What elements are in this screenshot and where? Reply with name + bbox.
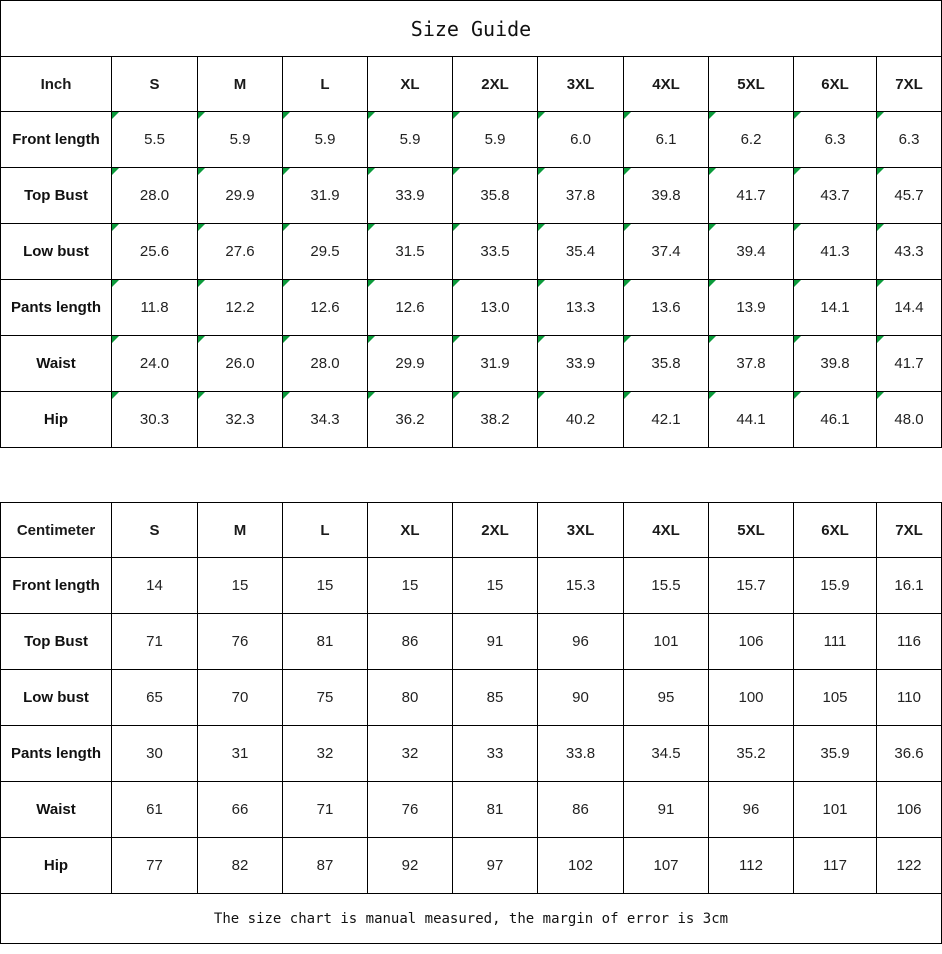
- size-value-cell: 110: [877, 670, 942, 726]
- size-value-cell: 26.0: [198, 336, 283, 392]
- size-header-cell: 6XL: [794, 503, 877, 558]
- size-value-cell: 96: [538, 614, 624, 670]
- size-value-cell: 34.3: [283, 392, 368, 448]
- size-value-cell: 31: [198, 726, 283, 782]
- size-value-cell: 101: [624, 614, 709, 670]
- size-header-cell: XL: [368, 57, 453, 112]
- size-header-cell: M: [198, 503, 283, 558]
- size-value-cell: 106: [709, 614, 794, 670]
- size-value-cell: 105: [794, 670, 877, 726]
- size-value-cell: 29.9: [198, 168, 283, 224]
- page-title: Size Guide: [0, 0, 942, 57]
- size-value-cell: 71: [283, 782, 368, 838]
- size-value-cell: 15.9: [794, 558, 877, 614]
- size-value-cell: 86: [368, 614, 453, 670]
- size-value-cell: 37.4: [624, 224, 709, 280]
- size-value-cell: 32: [368, 726, 453, 782]
- size-value-cell: 42.1: [624, 392, 709, 448]
- size-value-cell: 44.1: [709, 392, 794, 448]
- size-value-cell: 36.2: [368, 392, 453, 448]
- size-value-cell: 95: [624, 670, 709, 726]
- size-value-cell: 82: [198, 838, 283, 894]
- size-value-cell: 12.6: [283, 280, 368, 336]
- size-value-cell: 5.9: [453, 112, 538, 168]
- size-value-cell: 100: [709, 670, 794, 726]
- size-header-row: [1, 503, 942, 558]
- size-header-cell: 5XL: [709, 57, 794, 112]
- size-value-cell: 122: [877, 838, 942, 894]
- size-value-cell: 41.3: [794, 224, 877, 280]
- size-value-cell: 102: [538, 838, 624, 894]
- size-value-cell: 33.9: [368, 168, 453, 224]
- size-value-cell: 48.0: [877, 392, 942, 448]
- size-value-cell: 37.8: [709, 336, 794, 392]
- size-value-cell: 106: [877, 782, 942, 838]
- table-row: [1, 726, 942, 782]
- size-value-cell: 13.0: [453, 280, 538, 336]
- size-value-cell: 75: [283, 670, 368, 726]
- size-value-cell: 45.7: [877, 168, 942, 224]
- size-value-cell: 29.5: [283, 224, 368, 280]
- size-value-cell: 39.8: [794, 336, 877, 392]
- size-value-cell: 38.2: [453, 392, 538, 448]
- table-row: [1, 558, 942, 614]
- size-value-cell: 33: [453, 726, 538, 782]
- size-header-cell: 7XL: [877, 57, 942, 112]
- size-value-cell: 35.4: [538, 224, 624, 280]
- size-value-cell: 116: [877, 614, 942, 670]
- size-value-cell: 12.6: [368, 280, 453, 336]
- size-value-cell: 5.9: [283, 112, 368, 168]
- size-header-cell: 2XL: [453, 503, 538, 558]
- size-value-cell: 14.1: [794, 280, 877, 336]
- size-value-cell: 31.9: [453, 336, 538, 392]
- size-value-cell: 30: [112, 726, 198, 782]
- size-value-cell: 12.2: [198, 280, 283, 336]
- size-value-cell: 31.5: [368, 224, 453, 280]
- size-header-cell: 6XL: [794, 57, 877, 112]
- table-row: [1, 838, 942, 894]
- size-value-cell: 37.8: [538, 168, 624, 224]
- size-value-cell: 76: [198, 614, 283, 670]
- size-value-cell: 15: [198, 558, 283, 614]
- size-value-cell: 34.5: [624, 726, 709, 782]
- size-value-cell: 40.2: [538, 392, 624, 448]
- size-value-cell: 33.8: [538, 726, 624, 782]
- table-row: [1, 670, 942, 726]
- size-header-cell: 2XL: [453, 57, 538, 112]
- unit-header-cell: Inch: [1, 57, 112, 112]
- size-value-cell: 91: [624, 782, 709, 838]
- size-header-cell: 5XL: [709, 503, 794, 558]
- size-value-cell: 5.9: [368, 112, 453, 168]
- size-value-cell: 28.0: [112, 168, 198, 224]
- size-value-cell: 46.1: [794, 392, 877, 448]
- size-value-cell: 11.8: [112, 280, 198, 336]
- size-header-cell: 4XL: [624, 57, 709, 112]
- size-header-cell: XL: [368, 503, 453, 558]
- size-value-cell: 25.6: [112, 224, 198, 280]
- size-value-cell: 35.9: [794, 726, 877, 782]
- size-header-cell: S: [112, 57, 198, 112]
- size-value-cell: 117: [794, 838, 877, 894]
- size-value-cell: 76: [368, 782, 453, 838]
- size-value-cell: 91: [453, 614, 538, 670]
- size-value-cell: 90: [538, 670, 624, 726]
- size-value-cell: 111: [794, 614, 877, 670]
- size-value-cell: 43.7: [794, 168, 877, 224]
- size-value-cell: 6.2: [709, 112, 794, 168]
- table-row: [1, 614, 942, 670]
- size-value-cell: 15: [283, 558, 368, 614]
- size-value-cell: 6.1: [624, 112, 709, 168]
- size-value-cell: 39.8: [624, 168, 709, 224]
- row-label-cell: Top Bust: [1, 614, 112, 670]
- size-value-cell: 70: [198, 670, 283, 726]
- table-gap: [0, 448, 942, 503]
- size-value-cell: 81: [453, 782, 538, 838]
- size-value-cell: 86: [538, 782, 624, 838]
- size-value-cell: 32: [283, 726, 368, 782]
- size-value-cell: 28.0: [283, 336, 368, 392]
- size-value-cell: 14: [112, 558, 198, 614]
- size-value-cell: 80: [368, 670, 453, 726]
- table-row: [1, 336, 942, 392]
- row-label-cell: Pants length: [1, 726, 112, 782]
- size-header-cell: S: [112, 503, 198, 558]
- size-value-cell: 5.5: [112, 112, 198, 168]
- size-value-cell: 32.3: [198, 392, 283, 448]
- size-value-cell: 15.3: [538, 558, 624, 614]
- size-value-cell: 35.8: [453, 168, 538, 224]
- size-value-cell: 85: [453, 670, 538, 726]
- size-value-cell: 27.6: [198, 224, 283, 280]
- size-value-cell: 87: [283, 838, 368, 894]
- size-value-cell: 112: [709, 838, 794, 894]
- size-value-cell: 92: [368, 838, 453, 894]
- size-value-cell: 35.2: [709, 726, 794, 782]
- table-row: [1, 280, 942, 336]
- size-value-cell: 97: [453, 838, 538, 894]
- size-value-cell: 15.7: [709, 558, 794, 614]
- size-value-cell: 81: [283, 614, 368, 670]
- size-value-cell: 71: [112, 614, 198, 670]
- size-value-cell: 41.7: [877, 336, 942, 392]
- table-row: [1, 392, 942, 448]
- size-value-cell: 43.3: [877, 224, 942, 280]
- size-value-cell: 15.5: [624, 558, 709, 614]
- size-value-cell: 5.9: [198, 112, 283, 168]
- size-value-cell: 65: [112, 670, 198, 726]
- unit-header-cell: Centimeter: [1, 503, 112, 558]
- size-value-cell: 14.4: [877, 280, 942, 336]
- row-label-cell: Pants length: [1, 280, 112, 336]
- size-value-cell: 30.3: [112, 392, 198, 448]
- size-value-cell: 15: [368, 558, 453, 614]
- size-value-cell: 101: [794, 782, 877, 838]
- size-value-cell: 15: [453, 558, 538, 614]
- row-label-cell: Waist: [1, 782, 112, 838]
- size-value-cell: 61: [112, 782, 198, 838]
- size-value-cell: 31.9: [283, 168, 368, 224]
- size-value-cell: 107: [624, 838, 709, 894]
- table-row: [1, 782, 942, 838]
- table-row: [1, 112, 942, 168]
- row-label-cell: Front length: [1, 112, 112, 168]
- size-value-cell: 41.7: [709, 168, 794, 224]
- size-value-cell: 13.3: [538, 280, 624, 336]
- size-header-row: [1, 57, 942, 112]
- size-header-cell: L: [283, 57, 368, 112]
- size-header-cell: M: [198, 57, 283, 112]
- row-label-cell: Hip: [1, 392, 112, 448]
- size-value-cell: 33.5: [453, 224, 538, 280]
- size-value-cell: 33.9: [538, 336, 624, 392]
- size-value-cell: 16.1: [877, 558, 942, 614]
- table-row: [1, 224, 942, 280]
- size-value-cell: 35.8: [624, 336, 709, 392]
- size-value-cell: 96: [709, 782, 794, 838]
- row-label-cell: Waist: [1, 336, 112, 392]
- centimeter-size-table: [0, 502, 942, 894]
- size-value-cell: 6.3: [794, 112, 877, 168]
- size-value-cell: 39.4: [709, 224, 794, 280]
- size-header-cell: 7XL: [877, 503, 942, 558]
- size-value-cell: 29.9: [368, 336, 453, 392]
- size-value-cell: 24.0: [112, 336, 198, 392]
- row-label-cell: Hip: [1, 838, 112, 894]
- footer-note: The size chart is manual measured, the margin of error is 3cm: [0, 893, 942, 944]
- size-value-cell: 77: [112, 838, 198, 894]
- table-row: [1, 168, 942, 224]
- size-header-cell: 3XL: [538, 503, 624, 558]
- size-value-cell: 13.6: [624, 280, 709, 336]
- row-label-cell: Low bust: [1, 670, 112, 726]
- size-header-cell: 3XL: [538, 57, 624, 112]
- size-value-cell: 66: [198, 782, 283, 838]
- size-value-cell: 13.9: [709, 280, 794, 336]
- size-header-cell: 4XL: [624, 503, 709, 558]
- row-label-cell: Top Bust: [1, 168, 112, 224]
- row-label-cell: Front length: [1, 558, 112, 614]
- size-value-cell: 36.6: [877, 726, 942, 782]
- size-header-cell: L: [283, 503, 368, 558]
- row-label-cell: Low bust: [1, 224, 112, 280]
- size-value-cell: 6.0: [538, 112, 624, 168]
- size-value-cell: 6.3: [877, 112, 942, 168]
- inch-size-table: [0, 56, 942, 448]
